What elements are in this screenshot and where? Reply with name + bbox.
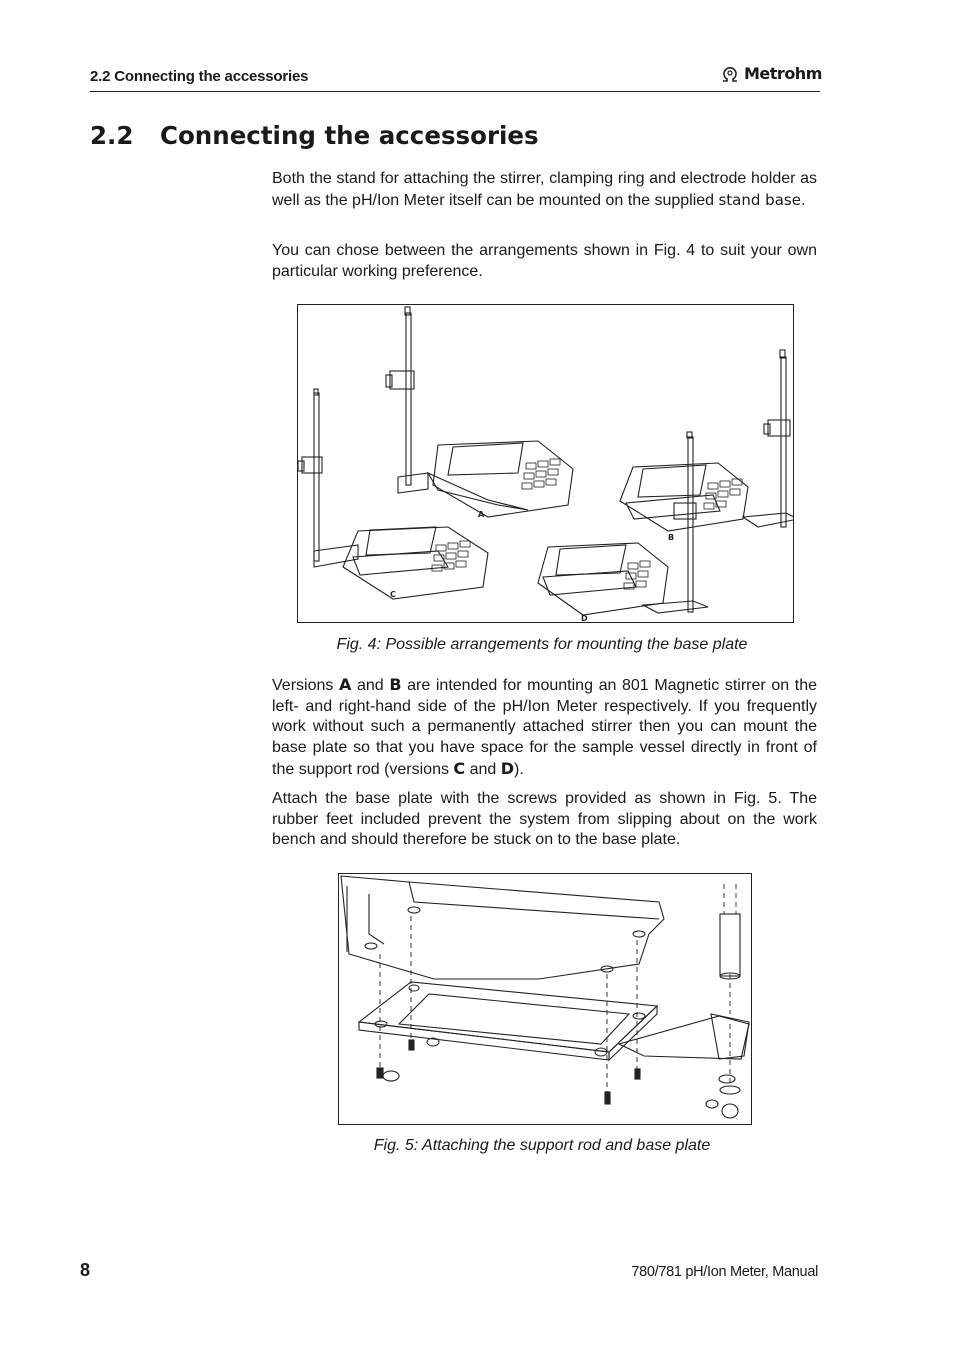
paragraph-stand-base [272, 169, 817, 211]
arrangement-a-drawing [386, 307, 573, 517]
header-rule [90, 91, 820, 92]
figure-5 [338, 873, 752, 1125]
logo-text: Metrohm [744, 64, 822, 83]
p3-text-c: are intended for mounting an 801 Magnetic stirrer on the left- and right-hand side of the pH/Ion Meter respectively. If you frequently work without such a permanently attached stirrer then you can mount the base plate so that you have space for the sample vessel directly in front of the support rod (versions [272, 677, 818, 778]
manual-title: 780/781 pH/Ion Meter, Manual [631, 1264, 818, 1280]
p1-text: Both the stand for attaching the stirrer, clamping ring and electrode holder as well as the pH/Ion Meter itself can be mounted on the supplied [272, 170, 817, 209]
figure-5-drawing [339, 874, 751, 1124]
label-c: C [390, 590, 396, 599]
figure-5-caption: Fig. 5: Attaching the support rod and base plate [373, 1137, 711, 1154]
label-a: A [478, 510, 485, 519]
section-title [90, 121, 539, 150]
p1-end: . [800, 191, 806, 209]
page-number: 8 [80, 1260, 91, 1280]
label-b: B [668, 533, 675, 542]
version-a-label: A [338, 675, 352, 694]
p3-text-b: and [351, 677, 390, 694]
paragraph-arrangements: You can chose between the arrangements shown in Fig. 4 to suit your own particular working preference. [272, 242, 817, 280]
metrohm-omega-icon [720, 65, 740, 83]
version-b-label: B [389, 675, 402, 694]
p3-text-d: and [465, 760, 501, 778]
arrangement-d-drawing [538, 432, 708, 615]
label-d: D [581, 614, 588, 622]
section-number: 2.2 [90, 121, 134, 150]
figure-4-drawing [298, 305, 793, 622]
arrangement-b-drawing [620, 350, 793, 531]
metrohm-logo [720, 64, 822, 83]
figure-4 [297, 304, 794, 623]
paragraph-versions [272, 675, 817, 781]
p3-text-a: Versions [272, 677, 339, 694]
version-c-label: C [453, 758, 466, 778]
version-d-label: D [500, 758, 515, 778]
p3-text-e: ). [514, 760, 524, 778]
running-head: 2.2 Connecting the accessories [90, 68, 309, 85]
paragraph-attach: Attach the base plate with the screws provided as shown in Fig. 5. The rubber feet included prevent the system from slipping about on the work bench and should therefore be stuck on to the base plate. [272, 790, 817, 849]
arrangement-c-drawing [298, 389, 488, 599]
stand-base-term: stand base [718, 190, 801, 209]
section-heading: Connecting the accessories [160, 121, 539, 150]
figure-4-caption: Fig. 4: Possible arrangements for mounting the base plate [336, 636, 748, 653]
